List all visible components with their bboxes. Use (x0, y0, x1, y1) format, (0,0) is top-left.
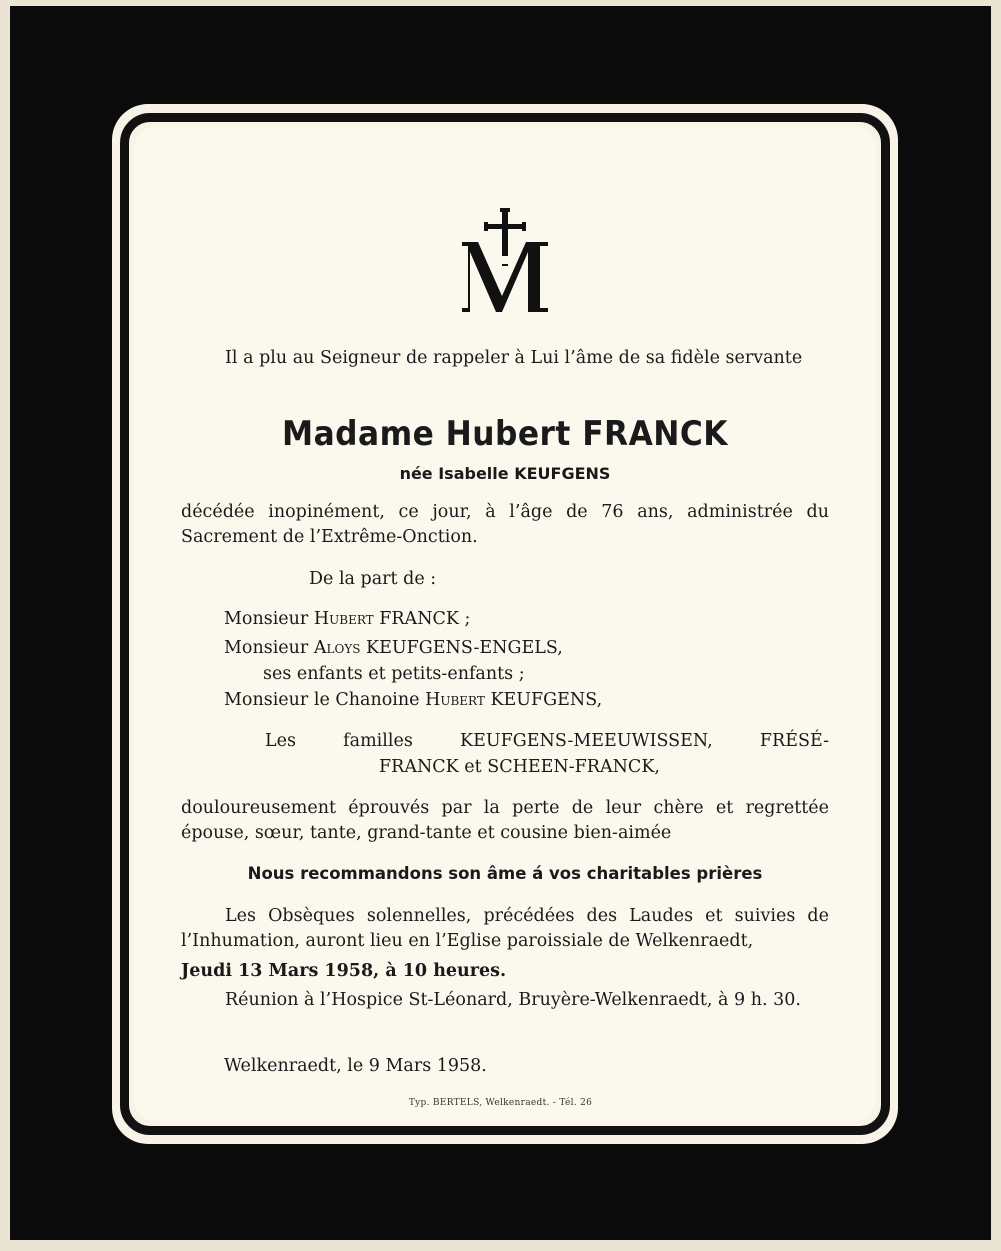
mourner-1: Monsieur Hubert FRANCK ; (224, 609, 471, 629)
families-line-2: FRANCK et SCHEEN-FRANCK, (379, 757, 660, 777)
maiden-name: née Isabelle KEUFGENS (399, 464, 611, 483)
mourner-2: Monsieur Aloys KEUFGENS-ENGELS, (224, 638, 563, 658)
deceased-name: Madame Hubert FRANCK (282, 414, 728, 454)
funeral-date: Jeudi 13 Mars 1958, à 10 heures. (181, 961, 507, 981)
printer-credit: Typ. BERTELS, Welkenraedt. - Tél. 26 (408, 1098, 593, 1108)
funeral-text: Les Obsèques solennelles, précédées des Laudes et suivies de l’Inhumation, auront lieu en l’Eglise paroissiale de Welkenraedt, (181, 906, 829, 951)
mourner-children: ses enfants et petits-enfants ; (263, 664, 525, 684)
meeting-text: Réunion à l’Hospice St-Léonard, Bruyère-Welkenraedt, à 9 h. 30. (225, 990, 801, 1010)
intro-text: Il a plu au Seigneur de rappeler à Lui l’âme de sa fidèle servante (225, 348, 803, 368)
families-line-1: Les familles KEUFGENS-MEEUWISSEN, FRÉSÉ- (265, 731, 829, 751)
place-date: Welkenraedt, le 9 Mars 1958. (224, 1056, 487, 1076)
grief-text: douloureusement éprouvés par la perte de leur chère et regrettée épouse, sœur, tante, grand-tante et cousine bien-aimée (181, 798, 829, 843)
mourner-3: Monsieur le Chanoine Hubert KEUFGENS, (224, 690, 603, 710)
cross-m-monogram-icon (456, 200, 556, 320)
from-label: De la part de : (309, 569, 437, 589)
prayer-request: Nous recommandons son âme á vos charitables prières (247, 864, 763, 883)
death-notice: décédée inopinément, ce jour, à l’âge de 76 ans, administrée du Sacrement de l’Extrême-Onction. (181, 502, 829, 547)
